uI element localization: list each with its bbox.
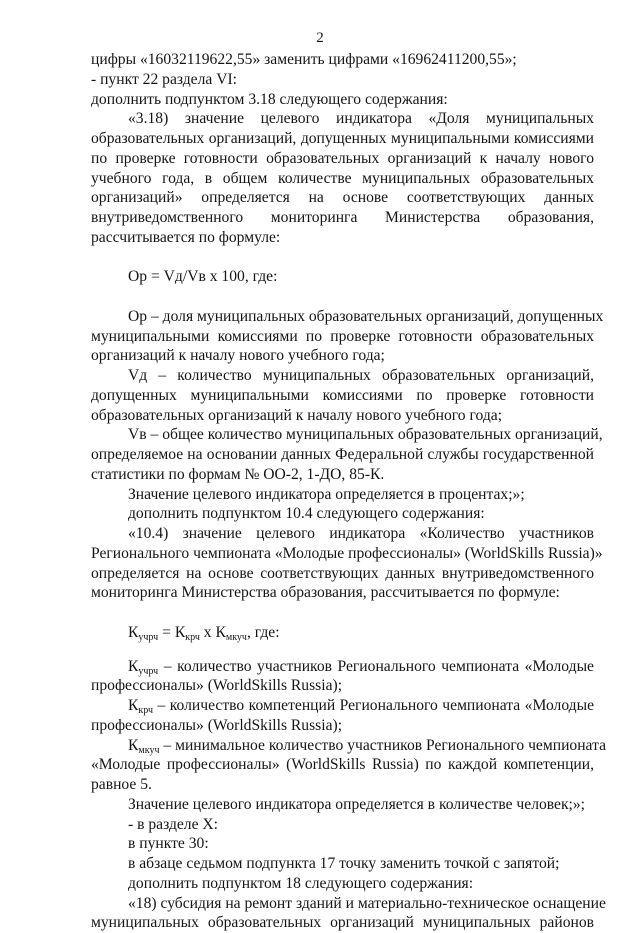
text-line: профессионалы» (WorldSkills Russia);: [91, 716, 343, 734]
text-line: статистики по формам № ОО-2, 1-ДО, 85-К.: [91, 465, 385, 483]
page-number: 2: [316, 30, 324, 46]
formula-line: Ор = Vд/Vв x 100, где:: [128, 268, 278, 286]
text-line: определяется на основе соответствующих данных внутриведомственного: [91, 564, 594, 582]
document-body: [91, 50, 606, 933]
text-line: - пункт 22 раздела VI:: [91, 70, 237, 88]
text-line: дополнить подпунктом 3.18 следующего содержания:: [91, 90, 448, 108]
text-line: муниципальными комиссиями по проверке готовности образовательных: [91, 327, 594, 345]
text-line: Ор – доля муниципальных образовательных организаций, допущенных: [128, 307, 604, 325]
text-line: «Молодые профессионалы» (WorldSkills Russia) по каждой компетенции,: [91, 756, 594, 774]
text-line: по проверке готовности образовательных организаций к началу нового: [91, 149, 594, 167]
formula-lhs: Ор: [128, 268, 148, 286]
text-line: - в разделе X:: [128, 815, 218, 833]
text-line: равное 5.: [91, 776, 152, 793]
text-line: Vд – количество муниципальных образовательных организаций,: [128, 367, 594, 384]
text-line: «18) субсидия на ремонт зданий и материально-техническое оснащение: [128, 894, 606, 912]
text-line: дополнить подпунктом 18 следующего содержания:: [128, 874, 474, 892]
text-line: организаций» определяется на основе соответствующих данных: [91, 189, 594, 207]
definition-line: $К_{учрч}$ – количество участников Регионального чемпионата «Молодые: [128, 657, 594, 677]
text-line: Регионального чемпионата «Молодые профессионалы» (WorldSkills Russia)»: [91, 544, 603, 562]
formula-numerator: Vд: [163, 268, 183, 286]
text-line: муниципальных образовательных организаций муниципальных районов: [91, 914, 594, 932]
text-line: в пункте 30:: [128, 835, 209, 853]
text-line: внутриведомственного мониторинга Министерства образования,: [91, 209, 594, 226]
text-line: Vв – общее количество муниципальных образовательных организаций,: [128, 426, 603, 444]
text-line: цифры «16032119622,55» заменить цифрами «16962411200,55»;: [91, 51, 517, 68]
formula-line: $К_{учрч} = К_{крч}$ x $К_{мкуч}$, где:: [128, 623, 280, 643]
definition-line: $К_{мкуч}$ – минимальное количество участников Регионального чемпионата: [128, 736, 606, 756]
text-line: определяемое на основании данных Федеральной службы государственной: [91, 446, 594, 463]
definition-line: $К_{крч}$ – количество компетенций Регионального чемпионата «Молодые: [128, 697, 594, 716]
text-line: организаций к началу нового учебного года;: [91, 347, 385, 365]
text-line: профессионалы» (WorldSkills Russia);: [91, 677, 343, 695]
text-line: «3.18) значение целевого индикатора «Доля муниципальных: [128, 110, 594, 128]
text-line: Значение целевого индикатора определяется в процентах;»;: [128, 485, 525, 503]
text-line: образовательных организаций к началу нового учебного года;: [91, 406, 503, 424]
text-line: в абзаце седьмом подпункта 17 точку заменить точкой с запятой;: [128, 855, 560, 872]
text-line: Значение целевого индикатора определяется в количестве человек;»;: [128, 795, 585, 813]
text-line: мониторинга Министерства образования, рассчитывается по формуле:: [91, 584, 560, 602]
formula-denominator: Vв: [187, 268, 206, 286]
text-line: рассчитывается по формуле:: [91, 228, 281, 246]
text-line: дополнить подпунктом 10.4 следующего содержания:: [128, 505, 485, 523]
text-line: учебного года, в общем количестве муниципальных образовательных: [91, 169, 594, 187]
text-line: образовательных организаций, допущенных муниципальными комиссиями: [91, 130, 594, 147]
text-line: «10.4) значение целевого индикатора «Количество участников: [128, 525, 594, 542]
text-line: допущенных муниципальными комиссиями по проверке готовности: [91, 386, 594, 404]
